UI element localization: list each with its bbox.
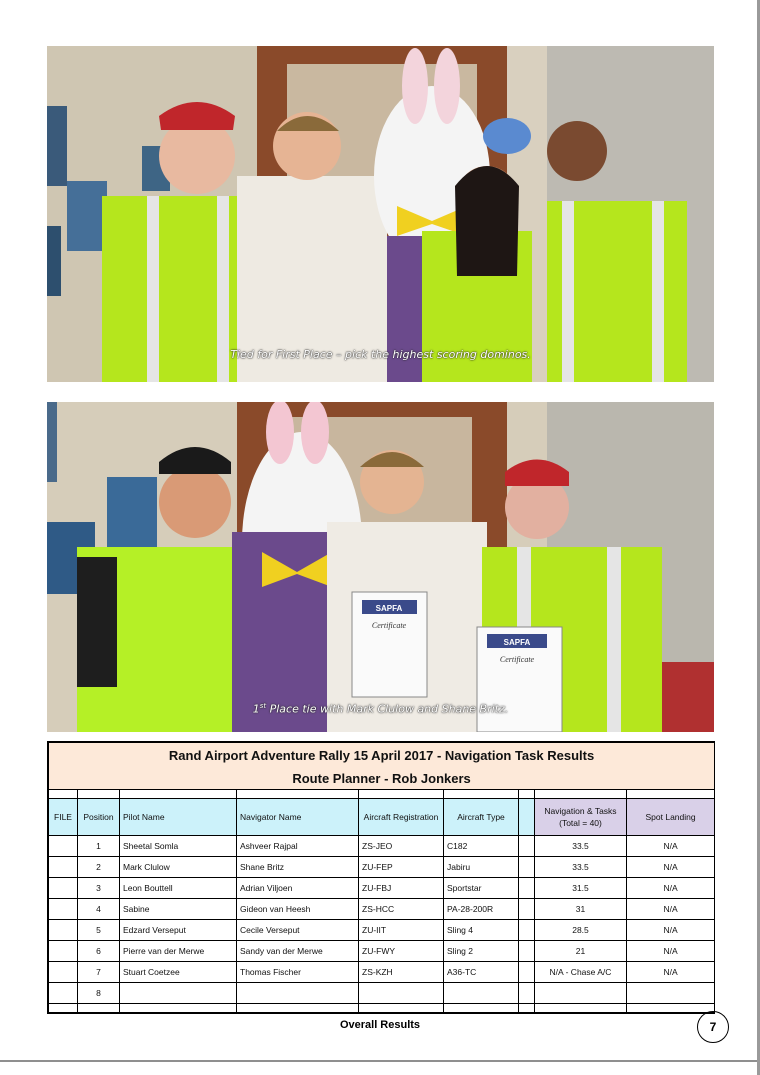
cell-position: 5 <box>78 920 120 941</box>
cell-registration: ZU-FEP <box>359 857 444 878</box>
cell-blank <box>519 878 535 899</box>
cell-nav-score: 31.5 <box>535 878 627 899</box>
cell-pilot <box>120 983 237 1004</box>
col-navigator: Navigator Name <box>237 799 359 836</box>
cell-nav-score: 33.5 <box>535 836 627 857</box>
cell-registration: ZS-JEO <box>359 836 444 857</box>
page-number: 7 <box>697 1011 729 1043</box>
cell-spot: N/A <box>627 836 715 857</box>
cell-file <box>49 899 78 920</box>
cell-type: PA-28-200R <box>444 899 519 920</box>
cell-type: C182 <box>444 836 519 857</box>
cell-navigator: Sandy van der Merwe <box>237 941 359 962</box>
cell-position: 8 <box>78 983 120 1004</box>
cell-spot: N/A <box>627 962 715 983</box>
col-spot: Spot Landing <box>627 799 715 836</box>
col-file: FILE <box>49 799 78 836</box>
table-row <box>49 878 715 899</box>
photo-caption <box>47 702 714 716</box>
certificate-title-text: Certificate <box>371 621 407 630</box>
certificate-title-text-2: Certificate <box>499 655 535 664</box>
cell-pilot: Pierre van der Merwe <box>120 941 237 962</box>
table-row <box>49 857 715 878</box>
cell-pilot: Mark Clulow <box>120 857 237 878</box>
table-row <box>49 836 715 857</box>
col-pilot: Pilot Name <box>120 799 237 836</box>
cell-pilot: Stuart Coetzee <box>120 962 237 983</box>
cell-position: 6 <box>78 941 120 962</box>
cell-blank <box>519 941 535 962</box>
cell-file <box>49 920 78 941</box>
cell-file <box>49 962 78 983</box>
col-registration: Aircraft Registration <box>359 799 444 836</box>
cell-registration: ZU-FBJ <box>359 878 444 899</box>
cell-position: 2 <box>78 857 120 878</box>
cell-spot: N/A <box>627 857 715 878</box>
cell-type: Sling 4 <box>444 920 519 941</box>
cell-blank <box>519 836 535 857</box>
photo-first-place-tie <box>47 402 714 732</box>
col-blank <box>519 799 535 836</box>
cell-nav-score <box>535 983 627 1004</box>
cell-position: 3 <box>78 878 120 899</box>
cell-file <box>49 857 78 878</box>
certificate-brand-text: SAPFA <box>375 604 403 613</box>
cell-pilot: Leon Bouttell <box>120 878 237 899</box>
cell-position: 7 <box>78 962 120 983</box>
cell-registration <box>359 983 444 1004</box>
cell-navigator: Shane Britz <box>237 857 359 878</box>
cell-nav-score: 21 <box>535 941 627 962</box>
cell-blank <box>519 962 535 983</box>
cell-type: Jabiru <box>444 857 519 878</box>
cell-pilot: Edzard Verseput <box>120 920 237 941</box>
cell-registration: ZU-FWY <box>359 941 444 962</box>
cell-registration: ZS-HCC <box>359 899 444 920</box>
table-row <box>49 899 715 920</box>
col-nav-tasks: Navigation & Tasks (Total = 40) <box>535 799 627 836</box>
cell-pilot: Sabine <box>120 899 237 920</box>
cell-spot <box>627 983 715 1004</box>
col-position: Position <box>78 799 120 836</box>
results-table <box>47 741 715 1014</box>
cell-nav-score: N/A - Chase A/C <box>535 962 627 983</box>
cell-file <box>49 983 78 1004</box>
table-subtitle: Route Planner - Rob Jonkers <box>49 767 715 790</box>
cell-navigator: Gideon van Heesh <box>237 899 359 920</box>
cell-blank <box>519 899 535 920</box>
photo-winners-dominos <box>47 46 714 382</box>
cell-file <box>49 878 78 899</box>
cell-blank <box>519 920 535 941</box>
page-frame-bottom <box>0 1060 757 1062</box>
cell-nav-score: 28.5 <box>535 920 627 941</box>
cell-spot: N/A <box>627 920 715 941</box>
cell-navigator: Thomas Fischer <box>237 962 359 983</box>
table-title: Rand Airport Adventure Rally 15 April 2017 - Navigation Task Results <box>49 743 715 768</box>
cell-spot: N/A <box>627 899 715 920</box>
cell-navigator: Cecile Verseput <box>237 920 359 941</box>
certificate-brand-text-2: SAPFA <box>503 638 531 647</box>
cell-file <box>49 836 78 857</box>
cell-file <box>49 941 78 962</box>
cell-spot: N/A <box>627 941 715 962</box>
cell-nav-score: 31 <box>535 899 627 920</box>
cell-type: Sportstar <box>444 878 519 899</box>
cell-navigator: Adrian Viljoen <box>237 878 359 899</box>
caption-number: 1 <box>252 702 260 716</box>
cell-nav-score: 33.5 <box>535 857 627 878</box>
cell-type: A36-TC <box>444 962 519 983</box>
cell-navigator <box>237 983 359 1004</box>
cell-position: 1 <box>78 836 120 857</box>
cell-type <box>444 983 519 1004</box>
table-row <box>49 962 715 983</box>
cell-blank <box>519 983 535 1004</box>
cell-navigator: Ashveer Rajpal <box>237 836 359 857</box>
cell-blank <box>519 857 535 878</box>
table-row <box>49 983 715 1004</box>
table-row <box>49 920 715 941</box>
table-row <box>49 941 715 962</box>
caption-text: Place tie with Mark Clulow and Shane Britz. <box>266 702 509 716</box>
cell-registration: ZU-IIT <box>359 920 444 941</box>
cell-type: Sling 2 <box>444 941 519 962</box>
cell-pilot: Sheetal Somla <box>120 836 237 857</box>
caption-superscript: st <box>259 702 267 710</box>
footer-title: Overall Results <box>339 1019 421 1031</box>
cell-position: 4 <box>78 899 120 920</box>
col-type: Aircraft Type <box>444 799 519 836</box>
table-header-row <box>49 799 715 836</box>
cell-registration: ZS-KZH <box>359 962 444 983</box>
photo-caption: Tied for First Place – pick the highest scoring dominos. <box>230 348 531 361</box>
cell-spot: N/A <box>627 878 715 899</box>
